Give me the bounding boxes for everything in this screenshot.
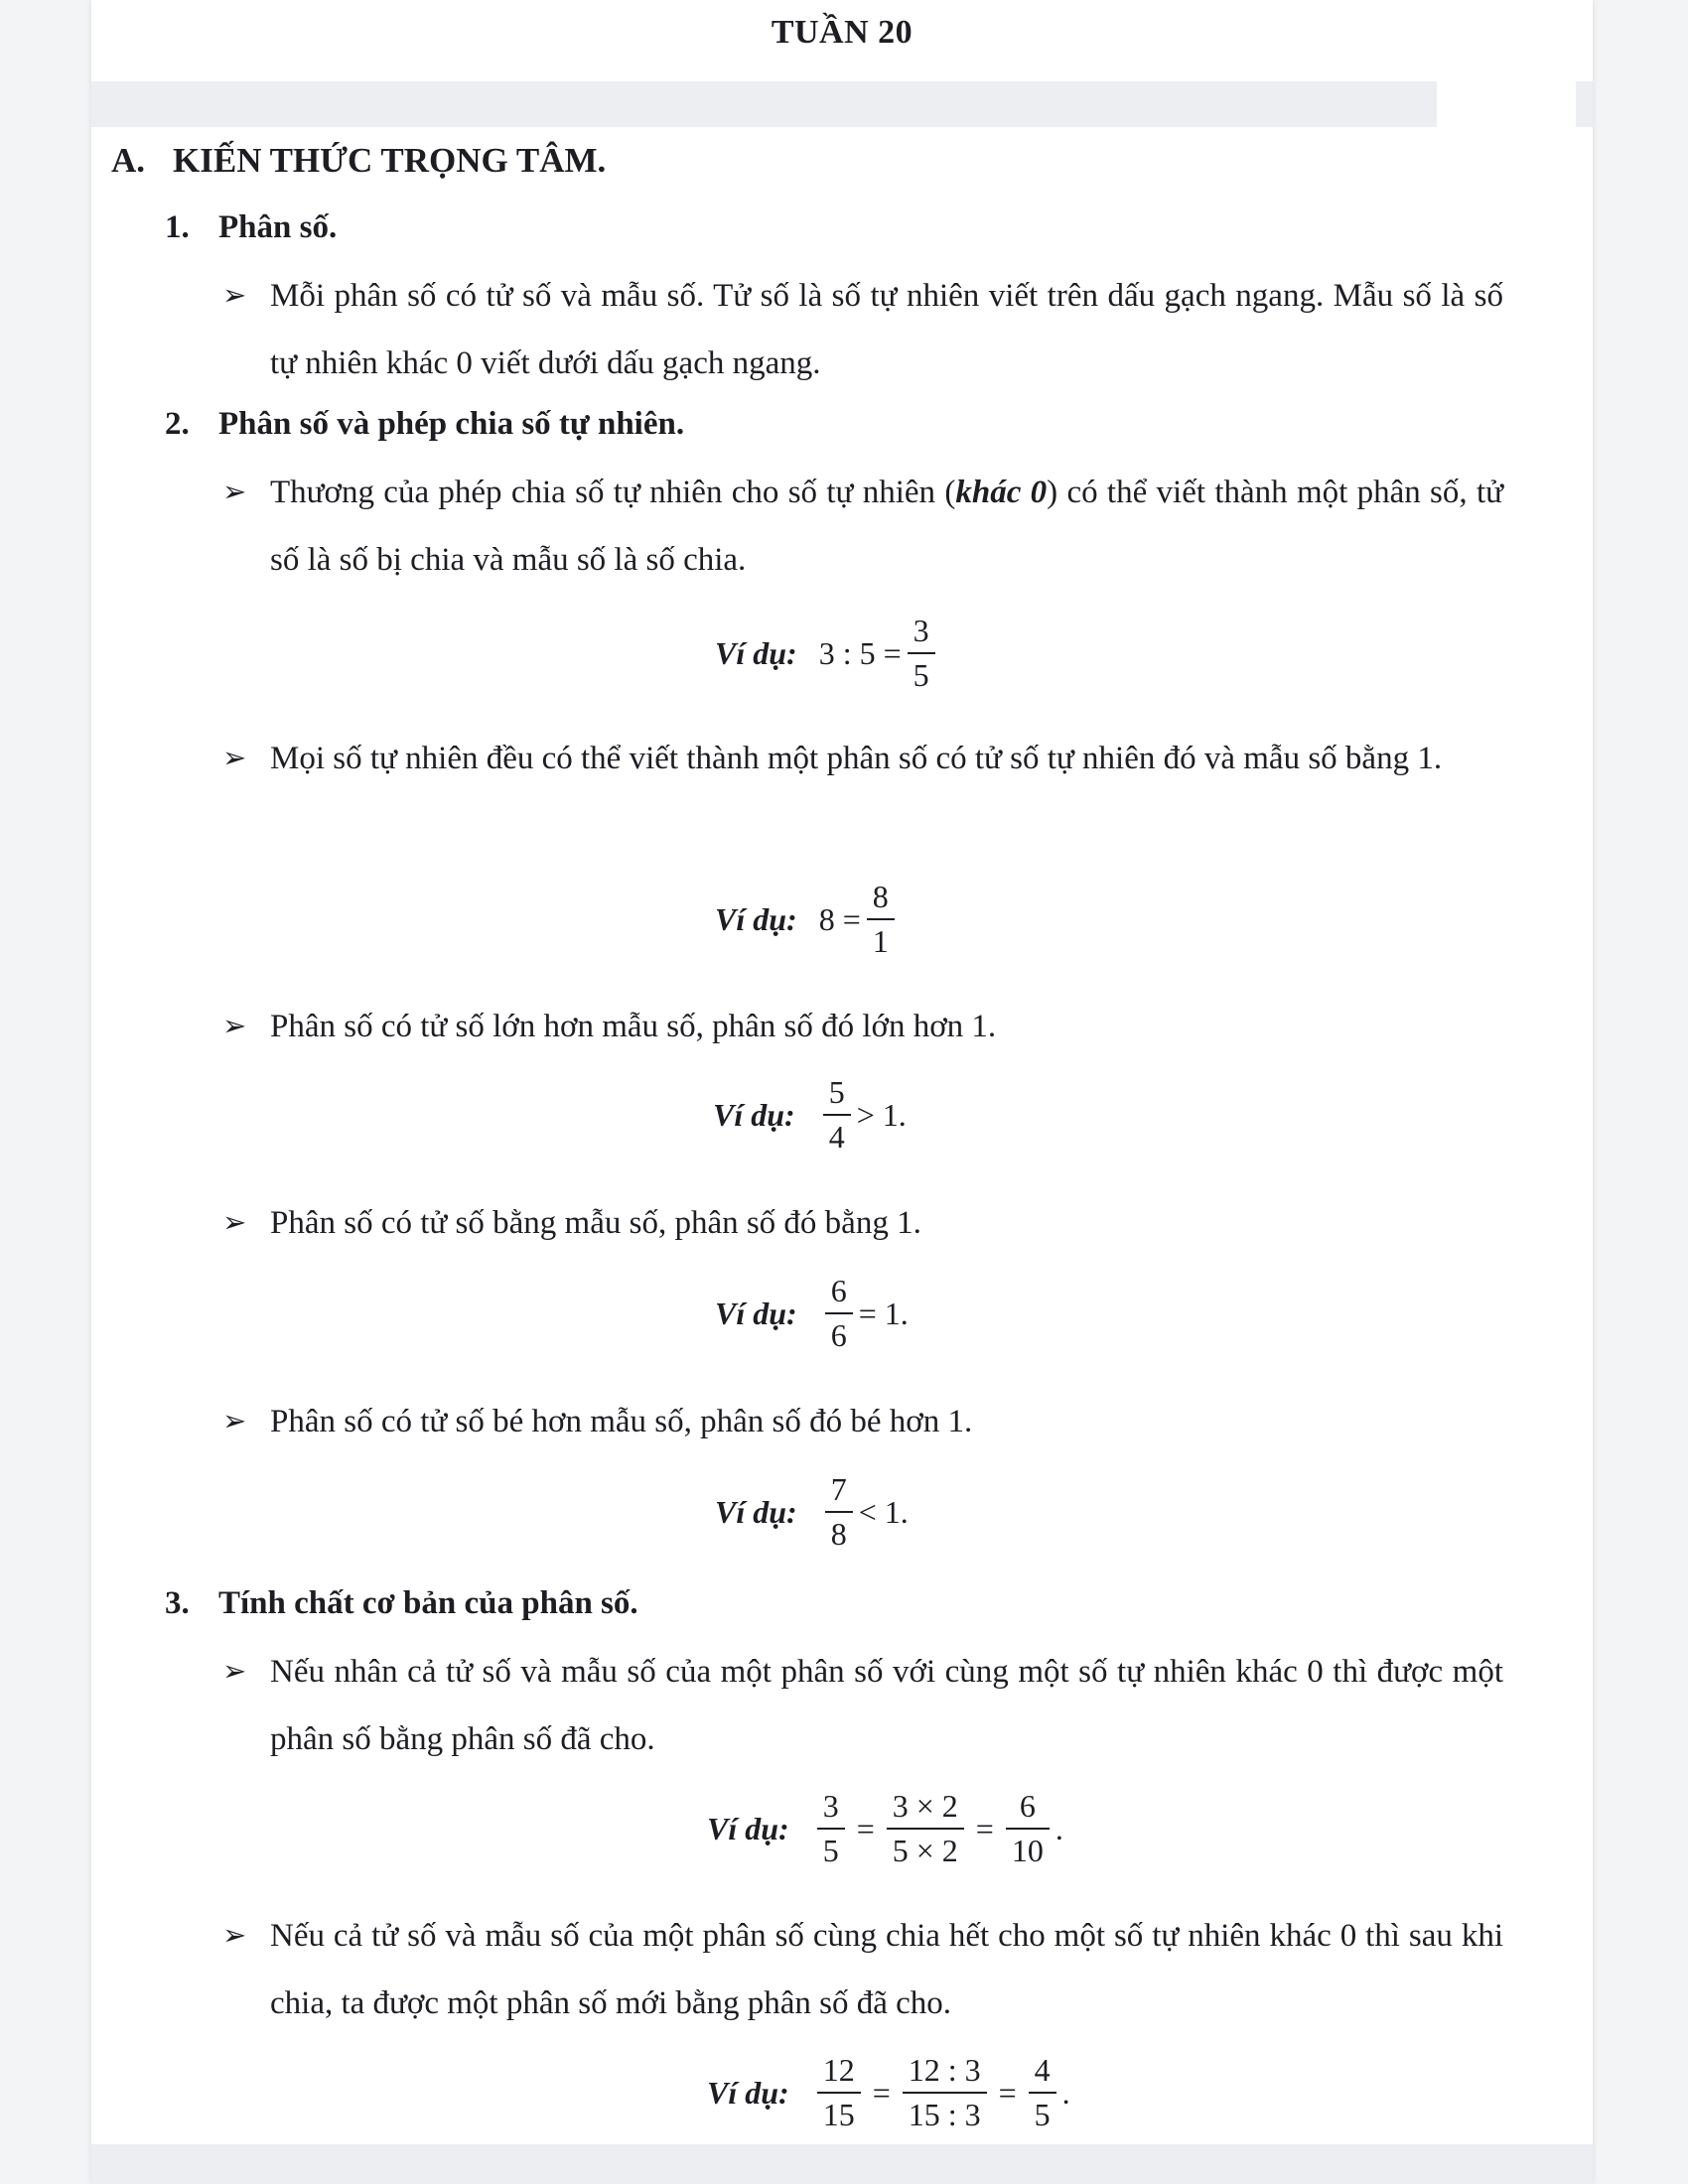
example-label: Ví dụ: xyxy=(707,1810,789,1846)
example-4 xyxy=(715,1274,909,1353)
arrow-bullet-icon: ➢ xyxy=(222,280,247,312)
example-label: Ví dụ: xyxy=(707,2074,789,2111)
week-title: TUẦN 20 xyxy=(771,14,914,51)
document-page xyxy=(91,0,1593,2184)
white-patch xyxy=(1437,50,1576,144)
fraction: $\frac{3}{5}$ xyxy=(817,1789,845,1868)
fraction: $\frac{8}{1}$ xyxy=(867,880,895,959)
section-a-heading xyxy=(111,141,606,181)
bullet-text: Thương của phép chia số tự nhiên cho số tự nhiên (khác 0) có thể viết thành một phân số, tử số là số bị chia và mẫu số là số chia. xyxy=(270,475,1503,578)
example-label: Ví dụ: xyxy=(715,900,797,937)
fraction: $\frac{6}{6}$ xyxy=(825,1274,853,1353)
bullet-item xyxy=(222,725,1503,792)
example-7 xyxy=(707,2053,1070,2132)
bullet-item xyxy=(222,262,1503,397)
bullet-text: Mọi số tự nhiên đều có thể viết thành một phân số có tử số tự nhiên đó và mẫu số bằng 1. xyxy=(270,741,1443,776)
example-label: Ví dụ: xyxy=(715,1295,797,1331)
arrow-bullet-icon: ➢ xyxy=(222,1207,247,1239)
expression: > 1. xyxy=(856,1096,907,1133)
subheading-3 xyxy=(165,1585,638,1622)
arrow-bullet-icon: ➢ xyxy=(222,1656,247,1688)
bullet-text: Phân số có tử số bé hơn mẫu số, phân số đó bé hơn 1. xyxy=(270,1404,973,1439)
subheading-2 xyxy=(165,406,684,443)
bullet-text: Nếu cả tử số và mẫu số của một phân số cùng chia hết cho một số tự nhiên khác 0 thì sau khi chia, ta được một phân số mới bằng phân số đã cho. xyxy=(270,1918,1503,2021)
emphasis-text: khác 0 xyxy=(955,475,1048,510)
fraction: $\frac{12 : 3}{15 : 3}$ xyxy=(903,2053,987,2132)
period: . xyxy=(1061,2074,1070,2111)
bullet-text: Mỗi phân số có tử số và mẫu số. Tử số là số tự nhiên viết trên dấu gạch ngang. Mẫu số là số tự nhiên khác 0 viết dưới dấu gạch ngang. xyxy=(270,278,1503,381)
section-marker: A. xyxy=(111,141,146,180)
fraction: $\frac{5}{4}$ xyxy=(823,1075,851,1155)
equals-sign: = xyxy=(998,2074,1017,2111)
arrow-bullet-icon: ➢ xyxy=(222,1920,247,1952)
subheading-title: Phân số. xyxy=(218,209,338,245)
subheading-number: 3. xyxy=(165,1585,190,1621)
arrow-bullet-icon: ➢ xyxy=(222,477,247,508)
example-3 xyxy=(713,1075,907,1155)
example-2 xyxy=(715,880,901,959)
subheading-number: 2. xyxy=(165,406,190,442)
scan-shade-band xyxy=(91,81,1593,127)
expression: = 1. xyxy=(858,1295,909,1331)
expression: 8 = xyxy=(818,900,861,937)
period: . xyxy=(1055,1810,1063,1846)
example-label: Ví dụ: xyxy=(715,1493,797,1530)
bullet-text: Phân số có tử số lớn hơn mẫu số, phân số đó lớn hơn 1. xyxy=(270,1009,997,1044)
bullet-text: Nếu nhân cả tử số và mẫu số của một phân số với cùng một số tự nhiên khác 0 thì được một phân số bằng phân số đã cho. xyxy=(270,1654,1503,1757)
subheading-title: Tính chất cơ bản của phân số. xyxy=(218,1585,638,1621)
example-1 xyxy=(715,614,941,693)
fraction: $\frac{6}{10}$ xyxy=(1006,1789,1050,1868)
arrow-bullet-icon: ➢ xyxy=(222,1406,247,1437)
equals-sign: = xyxy=(856,1810,875,1846)
subheading-1 xyxy=(165,209,337,246)
bullet-item xyxy=(222,1638,1503,1773)
equals-sign: = xyxy=(975,1810,994,1846)
fraction: $\frac{3}{5}$ xyxy=(908,614,935,693)
example-label: Ví dụ: xyxy=(715,634,797,671)
fraction: $\frac{3 \times 2}{5 \times 2}$ xyxy=(887,1789,964,1868)
bullet-text: Phân số có tử số bằng mẫu số, phân số đó bằng 1. xyxy=(270,1205,921,1241)
example-label: Ví dụ: xyxy=(713,1096,795,1133)
subheading-title: Phân số và phép chia số tự nhiên. xyxy=(218,406,685,442)
subheading-number: 1. xyxy=(165,209,190,245)
fraction: $\frac{4}{5}$ xyxy=(1029,2053,1056,2132)
bullet-item xyxy=(222,1388,1503,1455)
arrow-bullet-icon: ➢ xyxy=(222,1011,247,1042)
bullet-item xyxy=(222,1902,1503,2037)
arrow-bullet-icon: ➢ xyxy=(222,743,247,774)
section-title: KIẾN THỨC TRỌNG TÂM. xyxy=(173,141,607,180)
bullet-item xyxy=(222,993,1503,1060)
bullet-item xyxy=(222,459,1503,594)
expression: < 1. xyxy=(858,1493,909,1530)
fraction: $\frac{7}{8}$ xyxy=(825,1472,853,1552)
bullet-item xyxy=(222,1189,1503,1257)
expression: 3 : 5 = xyxy=(818,634,902,671)
example-6 xyxy=(707,1789,1063,1868)
scan-shade-band xyxy=(91,2144,1593,2184)
equals-sign: = xyxy=(872,2074,891,2111)
example-5 xyxy=(715,1472,909,1552)
fraction: $\frac{12}{15}$ xyxy=(817,2053,861,2132)
